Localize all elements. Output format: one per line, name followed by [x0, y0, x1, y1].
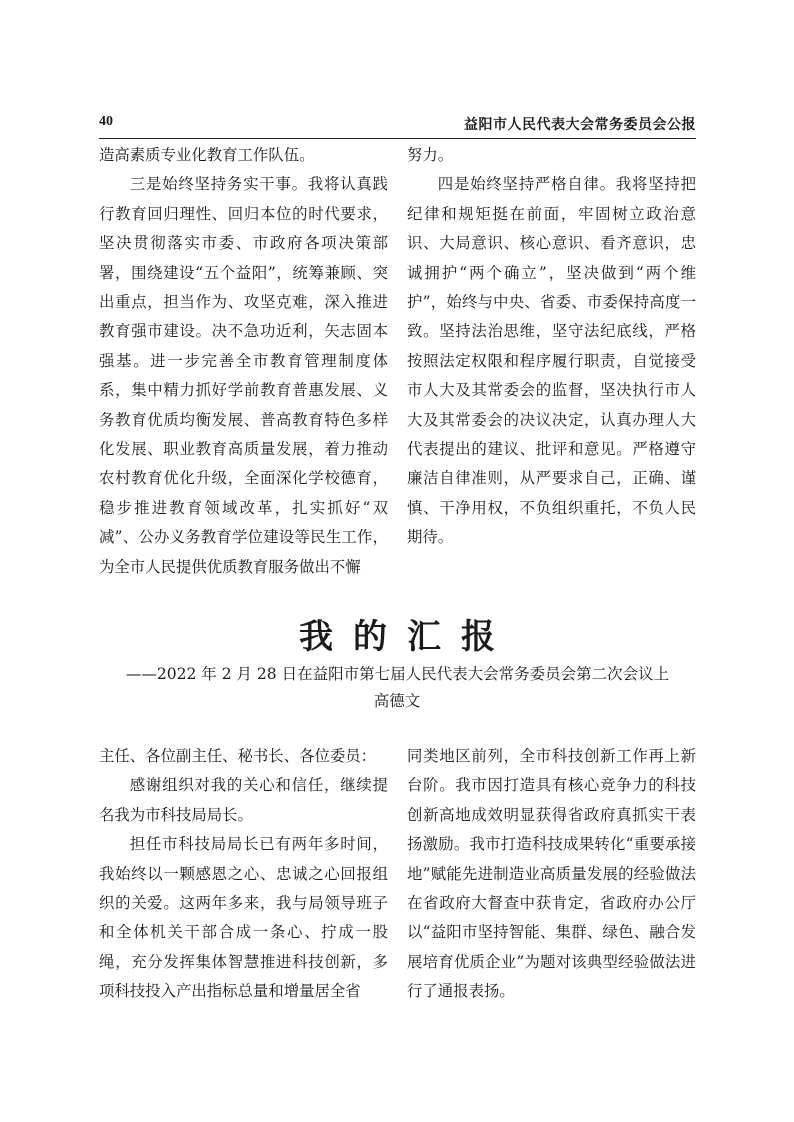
- article-left-column: [99, 742, 388, 1007]
- salutation: 主任、各位副主任、秘书长、各位委员：: [99, 747, 377, 765]
- header-rule: [99, 138, 696, 139]
- prev-article-right-column: [407, 141, 696, 553]
- page-header: [99, 114, 696, 136]
- prev-article-left-column: [99, 141, 388, 582]
- journal-name: 益阳市人民代表大会常务委员会公报: [464, 117, 696, 133]
- point-three-body: 我将认真践行教育回归理性、回归本位的时代要求，坚决贯彻落实市委、市政府各项决策部署，围绕建设“五个益阳”，统筹兼顾、突出重点，担当作为、攻坚克难，深入推进教育强市建设。决不急功近利，矢志固本强基。进一步完善全市教育管理制度体系，集中精力抓好学前教育普惠发展、义务教育优质均衡发展、普高教育特色多样化发展、职业教育高质量发展，着力推动农村教育优化升级，全面深化学校德育，稳步推进教育领域改革，扎实抓好“双减”、公办义务教育学位建设等民生工作，为全市人民提供优质教育服务做出不懈: [99, 175, 388, 576]
- article-subtitle: ——2022 年 2 月 28 日在益阳市第七届人民代表大会常务委员会第二次会议上: [125, 665, 670, 683]
- continuation-paragraph: 造高素质专业化教育工作队伍。: [99, 146, 315, 164]
- page-number: 40: [99, 114, 113, 129]
- article-author: 高德文: [373, 692, 421, 710]
- continuation-paragraph: 努力。: [407, 146, 454, 164]
- point-four-lead: 四是始终坚持严格自律。: [437, 175, 616, 194]
- point-four-body: 我将坚持把纪律和规矩挺在前面，牢固树立政治意识、大局意识、核心意识、看齐意识，忠诚拥护“两个确立”，坚决做到“两个维护”，始终与中央、省委、市委保持高度一致。坚持法治思维，坚守法纪底线，严格按照法定权限和程序履行职责，自觉接受市人大及其常委会的监督，坚决执行市人大及其常委会的决议决定，认真办理人大代表提出的建议、批评和意见。严格遵守廉洁自律准则，从严要求自己，正确、谨慎、干净用权，不负组织重托，不负人民期待。: [407, 175, 696, 547]
- continuation-paragraph: 同类地区前列，全市科技创新工作再上新台阶。我市因打造具有核心竞争力的科技创新高地成效明显获得省政府真抓实干表扬激励。我市打造科技成果转化“重要承接地”赋能先进制造业高质量发展的经验做法在省政府大督查中获肯定，省政府办公厅以“益阳市坚持智能、集群、绿色、融合发展培育优质企业”为题对该典型经验做法进行了通报表扬。: [407, 747, 696, 1001]
- point-three-paragraph: [99, 170, 388, 582]
- point-four-paragraph: [407, 170, 696, 552]
- article-title: 我的汇报: [299, 617, 515, 657]
- paragraph-two: 担任市科技局局长已有两年多时间，我始终以一颗感恩之心、忠诚之心回报组织的关爱。这两年多来，我与局领导班子和全体机关干部合成一条心、拧成一股绳，充分发挥集体智慧推进科技创新，多项科技投入产出指标总量和增量居全省: [99, 835, 388, 1001]
- point-three-lead: 三是始终坚持务实干事。: [129, 175, 308, 194]
- paragraph-one: 感谢组织对我的关心和信任，继续提名我为市科技局局长。: [99, 776, 388, 824]
- article-right-column: [407, 742, 696, 1007]
